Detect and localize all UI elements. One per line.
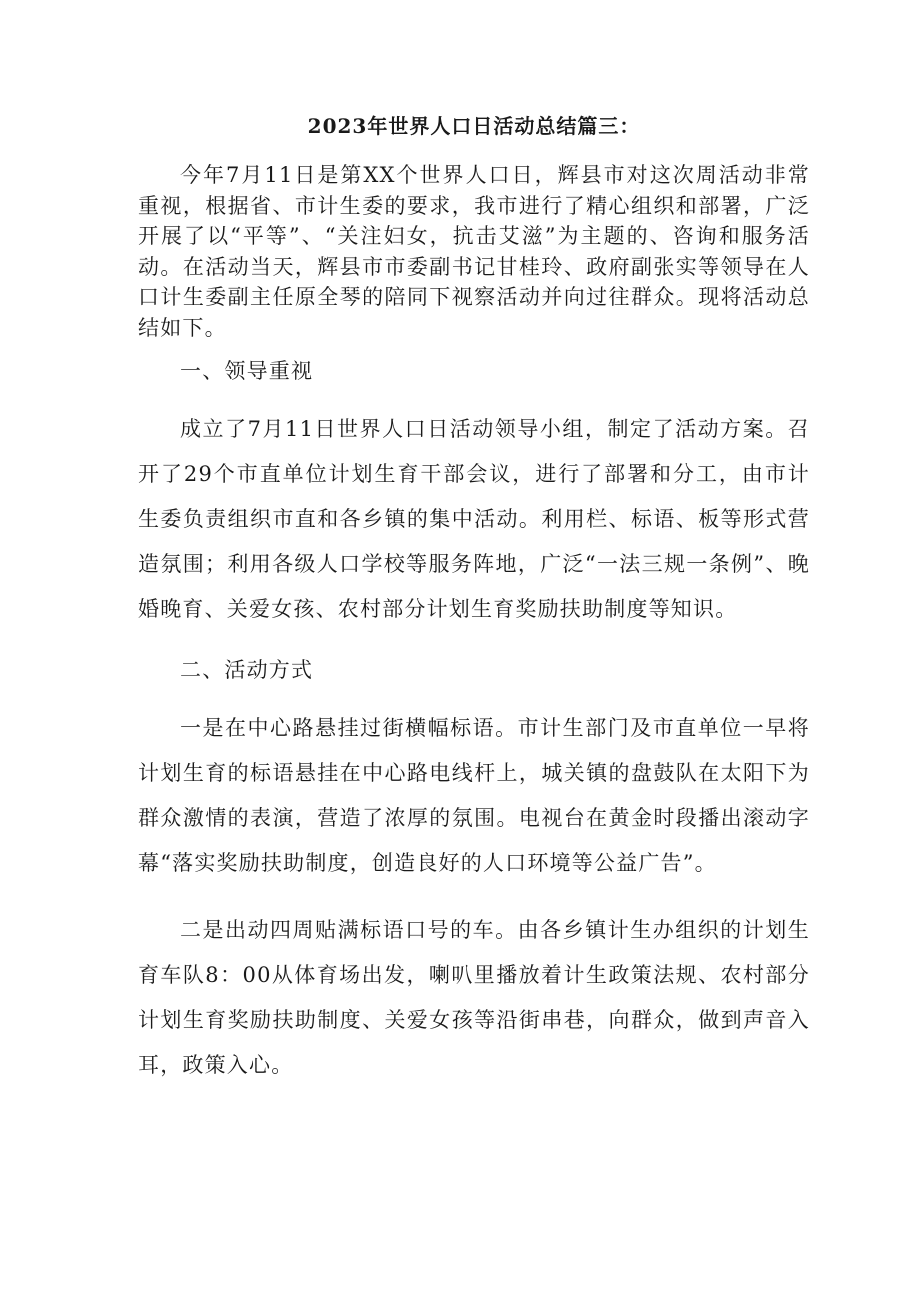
activity-item-banners: 一是在中心路悬挂过街横幅标语。市计生部门及市直单位一早将计划生育的标语悬挂在中心路电线杆上，城关镇的盘鼓队在太阳下为群众激情的表演，营造了浓厚的氛围。电视台在黄金时段播出滚动字幕“落实奖励扶助制度，创造良好的人口环境等公益广告”。 bbox=[138, 716, 810, 875]
section-heading-leadership: 一、领导重视 bbox=[180, 359, 314, 383]
activity-item-vehicles: 二是出动四周贴满标语口号的车。由各乡镇计生办组织的计划生育车队8：00从体育场出发，喇叭里播放着计生政策法规、农村部分计划生育奖励扶助制度、关爱女孩等沿街串巷，向群众，做到声音入耳，政策入心。 bbox=[138, 918, 810, 1077]
document-page bbox=[138, 112, 810, 1088]
intro-paragraph: 今年7月11日是第XX个世界人口日，辉县市对这次周活动非常重视，根据省、市计生委的要求，我市进行了精心组织和部署，广泛开展了以“平等”、“关注妇女，抗击艾滋”为主题的、咨询和服务活动。在活动当天，辉县市市委副书记甘桂玲、政府副张实等领导在人口计生委副主任原全琴的陪同下视察活动并向过往群众。现将活动总结如下。 bbox=[138, 163, 810, 340]
section-heading-activities: 二、活动方式 bbox=[180, 658, 314, 682]
document-title: 2023年世界人口日活动总结篇三： bbox=[307, 114, 641, 138]
section-body-leadership: 成立了7月11日世界人口日活动领导小组，制定了活动方案。召开了29个市直单位计划生育干部会议，进行了部署和分工，由市计生委负责组织市直和各乡镇的集中活动。利用栏、标语、板等形式营造氛围；利用各级人口学校等服务阵地，广泛“一法三规一条例”、晚婚晚育、关爱女孩、农村部分计划生育奖励扶助制度等知识。 bbox=[138, 417, 810, 621]
